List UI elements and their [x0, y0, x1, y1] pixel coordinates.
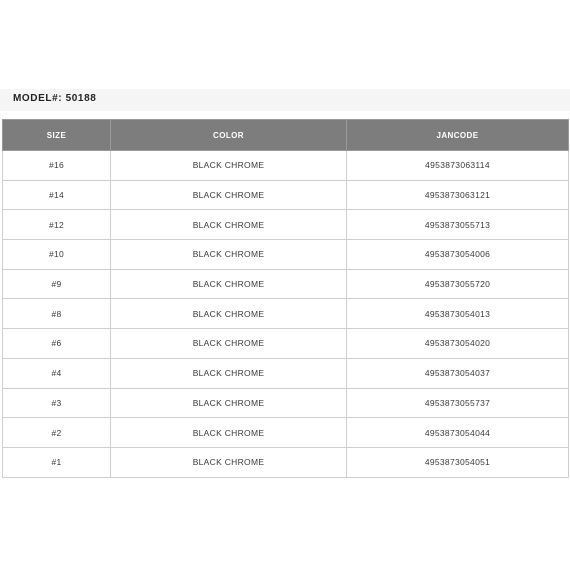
cell-jancode: 4953873063114 — [347, 151, 569, 181]
header-jancode: JANCODE — [347, 120, 569, 151]
model-number: 50188 — [65, 93, 97, 104]
table-row — [3, 151, 569, 181]
cell-color: BLACK CHROME — [111, 388, 347, 418]
cell-jancode: 4953873054037 — [347, 358, 569, 388]
table-row — [3, 240, 569, 270]
cell-jancode: 4953873054006 — [347, 240, 569, 270]
cell-size: #10 — [3, 240, 111, 270]
cell-size: #16 — [3, 151, 111, 181]
cell-color: BLACK CHROME — [111, 210, 347, 240]
spec-table — [2, 119, 569, 478]
cell-jancode: 4953873055737 — [347, 388, 569, 418]
spec-table-header — [3, 120, 569, 151]
cell-jancode: 4953873055713 — [347, 210, 569, 240]
cell-jancode: 4953873054044 — [347, 418, 569, 448]
cell-size: #9 — [3, 269, 111, 299]
cell-size: #3 — [3, 388, 111, 418]
cell-color: BLACK CHROME — [111, 151, 347, 181]
cell-jancode: 4953873055720 — [347, 269, 569, 299]
spec-table-body — [3, 151, 569, 478]
cell-size: #1 — [3, 447, 111, 477]
table-row — [3, 447, 569, 477]
cell-color: BLACK CHROME — [111, 358, 347, 388]
cell-jancode: 4953873054051 — [347, 447, 569, 477]
cell-color: BLACK CHROME — [111, 299, 347, 329]
header-size: SIZE — [3, 120, 111, 151]
cell-size: #4 — [3, 358, 111, 388]
table-row — [3, 418, 569, 448]
table-row — [3, 180, 569, 210]
model-label: MODEL#: — [13, 93, 63, 104]
cell-jancode: 4953873063121 — [347, 180, 569, 210]
cell-jancode: 4953873054020 — [347, 329, 569, 359]
cell-size: #12 — [3, 210, 111, 240]
table-row — [3, 210, 569, 240]
table-row — [3, 269, 569, 299]
cell-size: #14 — [3, 180, 111, 210]
cell-color: BLACK CHROME — [111, 418, 347, 448]
header-row — [3, 120, 569, 151]
cell-color: BLACK CHROME — [111, 269, 347, 299]
cell-size: #6 — [3, 329, 111, 359]
cell-color: BLACK CHROME — [111, 240, 347, 270]
cell-jancode: 4953873054013 — [347, 299, 569, 329]
model-title — [13, 93, 96, 105]
cell-color: BLACK CHROME — [111, 447, 347, 477]
table-row — [3, 358, 569, 388]
table-row — [3, 299, 569, 329]
header-color: COLOR — [111, 120, 347, 151]
cell-color: BLACK CHROME — [111, 180, 347, 210]
table-row — [3, 329, 569, 359]
table-row — [3, 388, 569, 418]
cell-size: #2 — [3, 418, 111, 448]
cell-color: BLACK CHROME — [111, 329, 347, 359]
cell-size: #8 — [3, 299, 111, 329]
